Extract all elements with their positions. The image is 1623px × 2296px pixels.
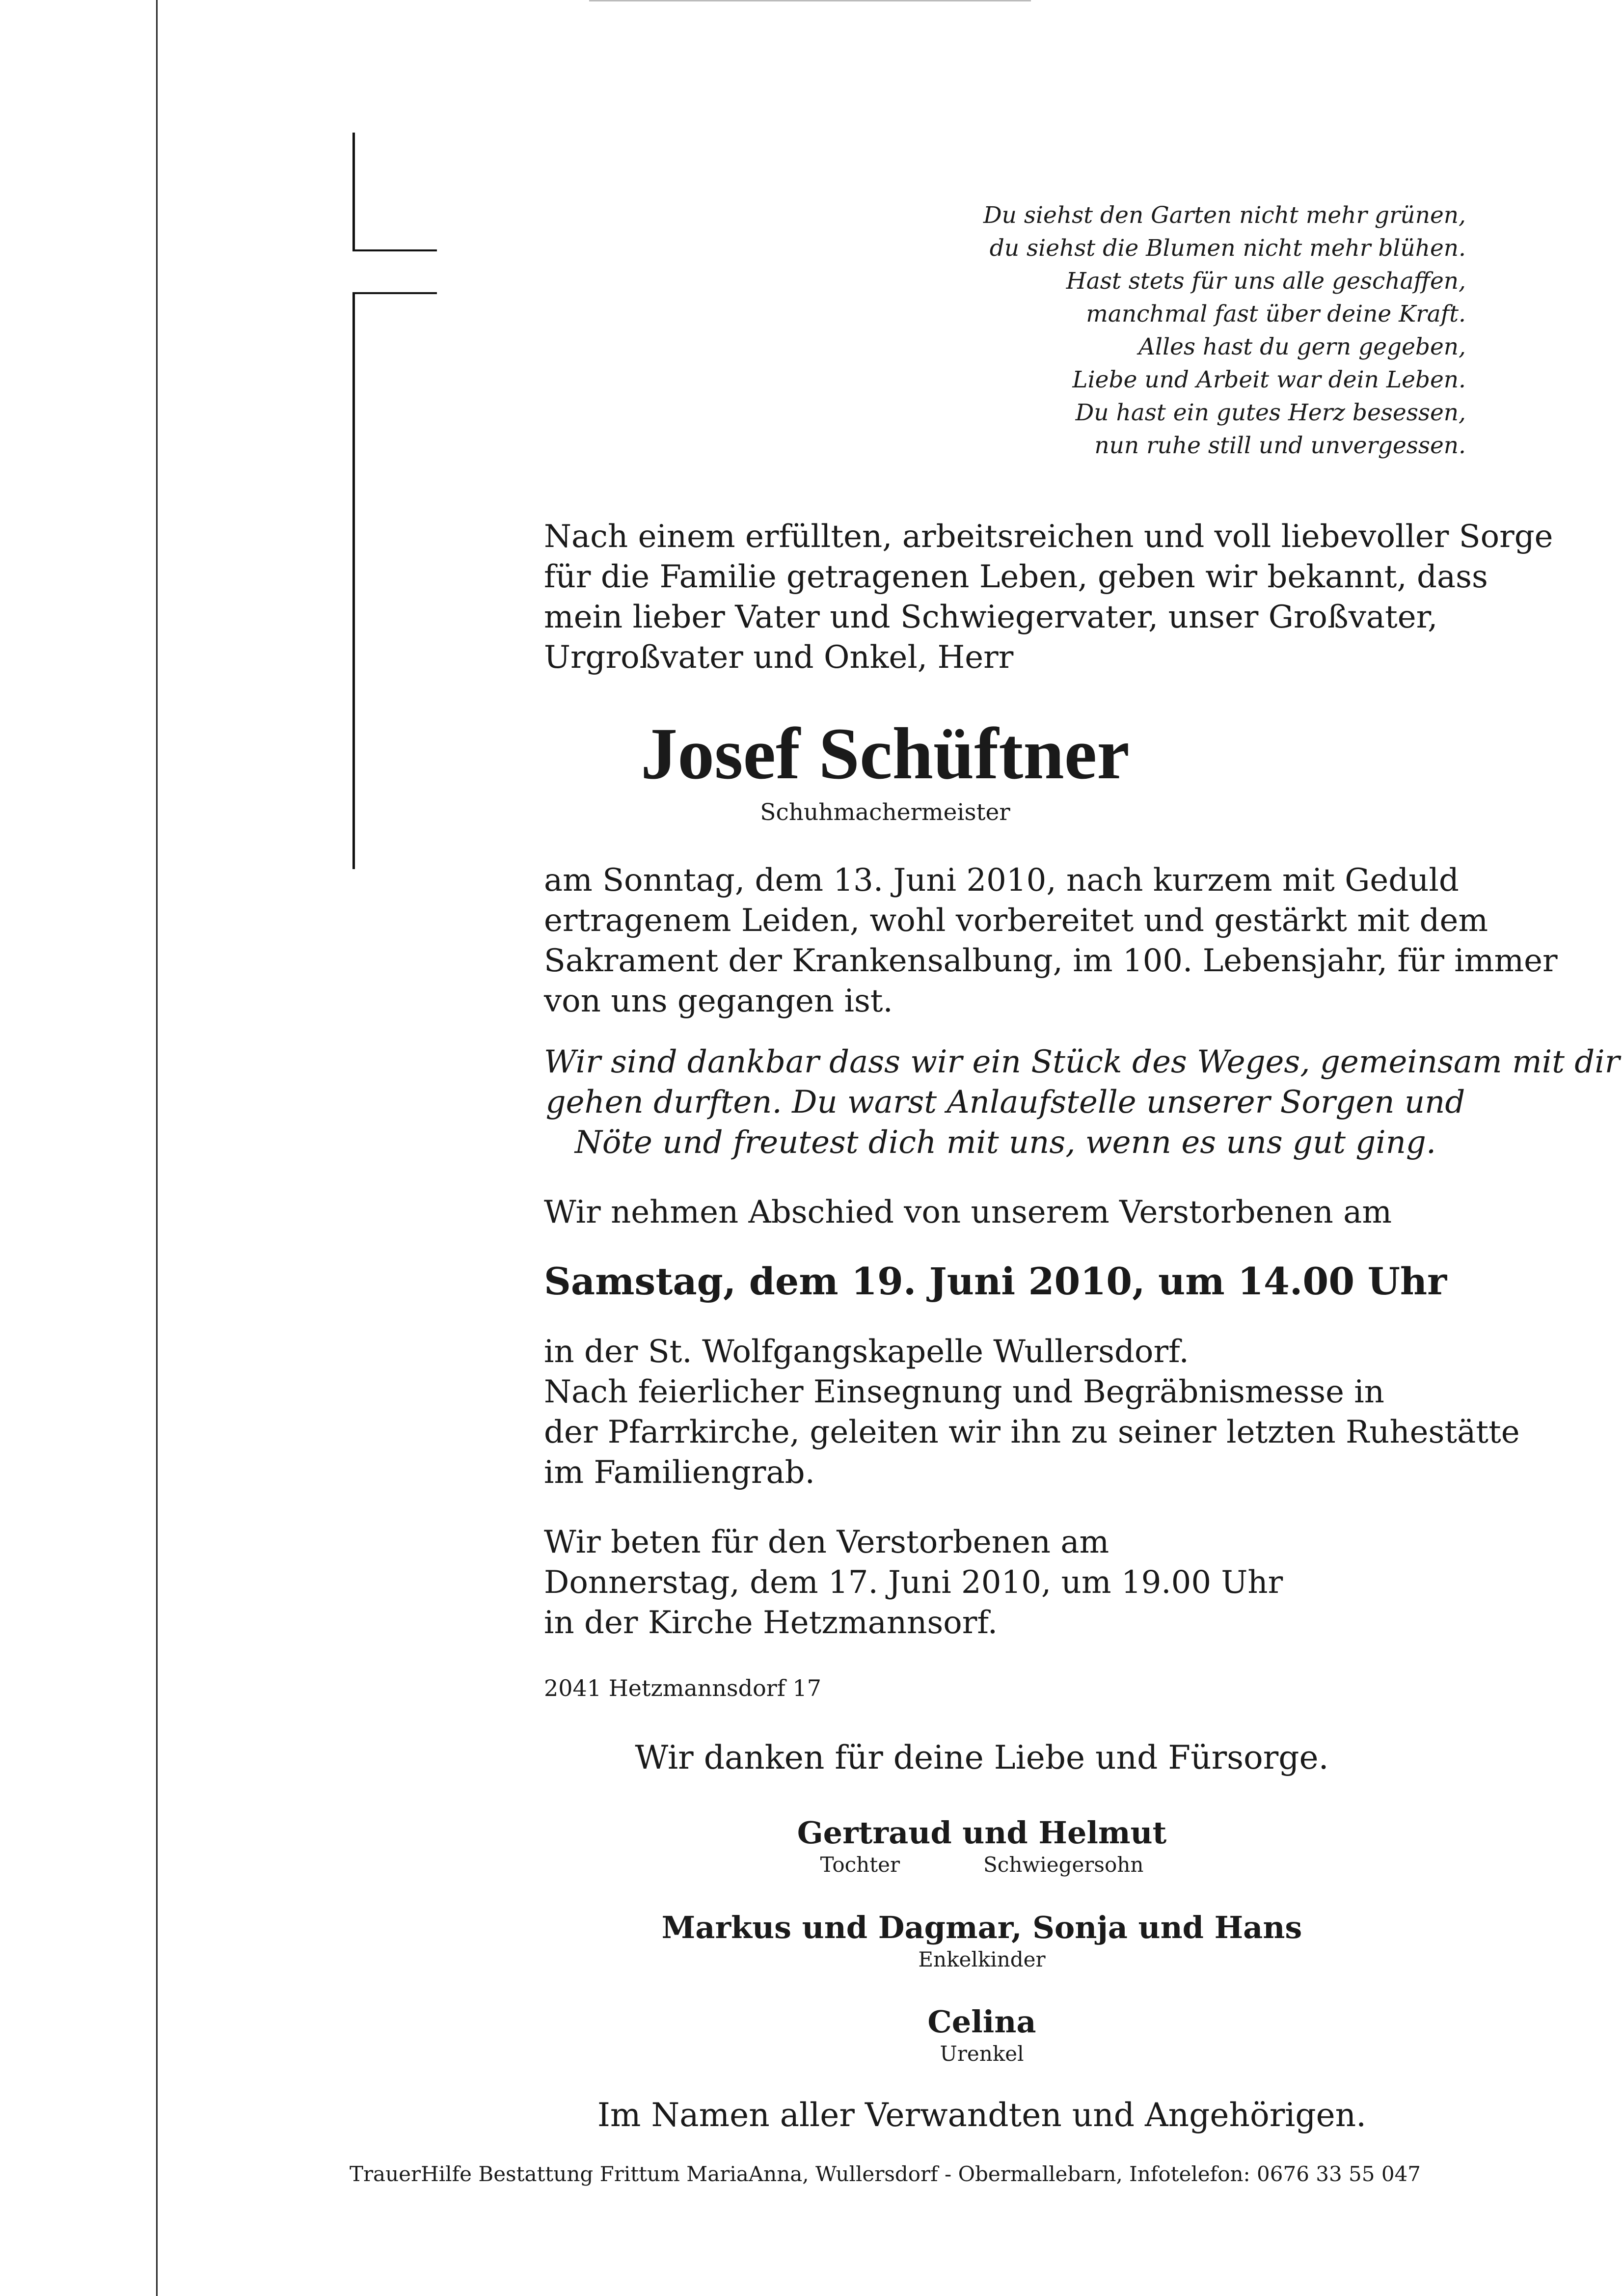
poem-line: Alles hast du gern gegeben, [1138,333,1466,360]
farewell-intro: Wir nehmen Abschied von unserem Verstorbenen am [544,1194,1392,1230]
poem-line: Liebe und Arbeit war dein Leben. [1072,366,1466,393]
poem-line: manchmal fast über deine Kraft. [1086,301,1466,328]
poem-line: Du hast ein gutes Herz besessen, [1075,399,1466,426]
location-line: Nach feierlicher Einsegnung und Begräbnismesse in [544,1374,1384,1410]
thanks-line: Wir danken für deine Liebe und Fürsorge. [635,1739,1329,1777]
family-group-children [491,1814,1473,1878]
death-notice [544,860,1558,1021]
death-line: von uns gegangen ist. [544,983,893,1019]
prayer-notice [544,1522,1283,1643]
quote-line: Nöte und freutest dich mit uns, wenn es uns gut ging. [574,1124,1436,1161]
quote-line: gehen durften. Du warst Anlaufstelle unserer Sorgen und [545,1084,1465,1121]
deceased-profession: Schuhmachermeister [760,799,1010,826]
family-group-grandchildren [491,1909,1473,1973]
family-address: 2041 Hetzmannsdorf 17 [544,1675,821,1701]
family-role: Enkelkinder [918,1947,1046,1971]
location-line: im Familiengrab. [544,1454,815,1491]
poem-line: Du siehst den Garten nicht mehr grünen, [983,202,1466,229]
gratitude-quote [544,1042,1620,1163]
family-names: Gertraud und Helmut [797,1815,1167,1851]
intro-line: Urgroßvater und Onkel, Herr [544,639,1014,676]
intro-line: Nach einem erfüllten, arbeitsreichen und voll liebevoller Sorge [544,519,1553,555]
role-son-in-law: Schwiegersohn [983,1853,1144,1877]
cross-upper-bar [352,133,355,250]
intro-line: für die Familie getragenen Leben, geben wir bekannt, dass [544,559,1488,595]
death-line: ertragenem Leiden, wohl vorbereitet und gestärkt mit dem [544,902,1488,939]
closing-line: Im Namen aller Verwandten und Angehörigen. [597,2096,1367,2134]
poem-line: Hast stets für uns alle geschaffen, [1066,268,1466,295]
family-roles [491,1852,1473,1878]
death-line: am Sonntag, dem 13. Juni 2010, nach kurzem mit Geduld [544,862,1459,899]
family-names: Celina [927,2004,1036,2040]
family-names: Markus und Dagmar, Sonja und Hans [661,1910,1302,1945]
poem-line: du siehst die Blumen nicht mehr blühen. [989,235,1466,262]
location-line: in der St. Wolfgangskapelle Wullersdorf. [544,1334,1189,1370]
funeral-home-footer: TrauerHilfe Bestattung Frittum MariaAnna, Wullersdorf - Obermallebarn, Infotelefon: 0676 33 55 047 [349,2162,1421,2186]
intro-paragraph [544,517,1553,678]
prayer-line: in der Kirche Hetzmannsorf. [544,1605,998,1641]
deceased-name: Josef Schüftner [641,713,1130,794]
cross-arm-bottom [352,292,437,294]
scan-edge-line [156,0,158,2296]
role-daughter: Tochter [820,1853,900,1877]
family-group-great-grandchildren [491,2003,1473,2067]
cross-arm-top [352,249,437,251]
death-line: Sakrament der Krankensalbung, im 100. Lebensjahr, für immer [544,943,1558,979]
prayer-line: Donnerstag, dem 17. Juni 2010, um 19.00 Uhr [544,1564,1283,1601]
farewell-date: Samstag, dem 19. Juni 2010, um 14.00 Uhr [544,1259,1447,1303]
location-line: der Pfarrkirche, geleiten wir ihn zu seiner letzten Ruhestätte [544,1414,1520,1450]
scan-top-line [589,0,1031,1]
poem-line: nun ruhe still und unvergessen. [1094,432,1466,459]
quote-line: Wir sind dankbar dass wir ein Stück des Weges, gemeinsam mit dir [544,1044,1620,1080]
intro-line: mein lieber Vater und Schwiegervater, unser Großvater, [544,599,1438,635]
poem [779,199,1466,462]
family-role: Urenkel [940,2042,1024,2066]
ceremony-location [544,1332,1520,1493]
prayer-line: Wir beten für den Verstorbenen am [544,1524,1109,1560]
